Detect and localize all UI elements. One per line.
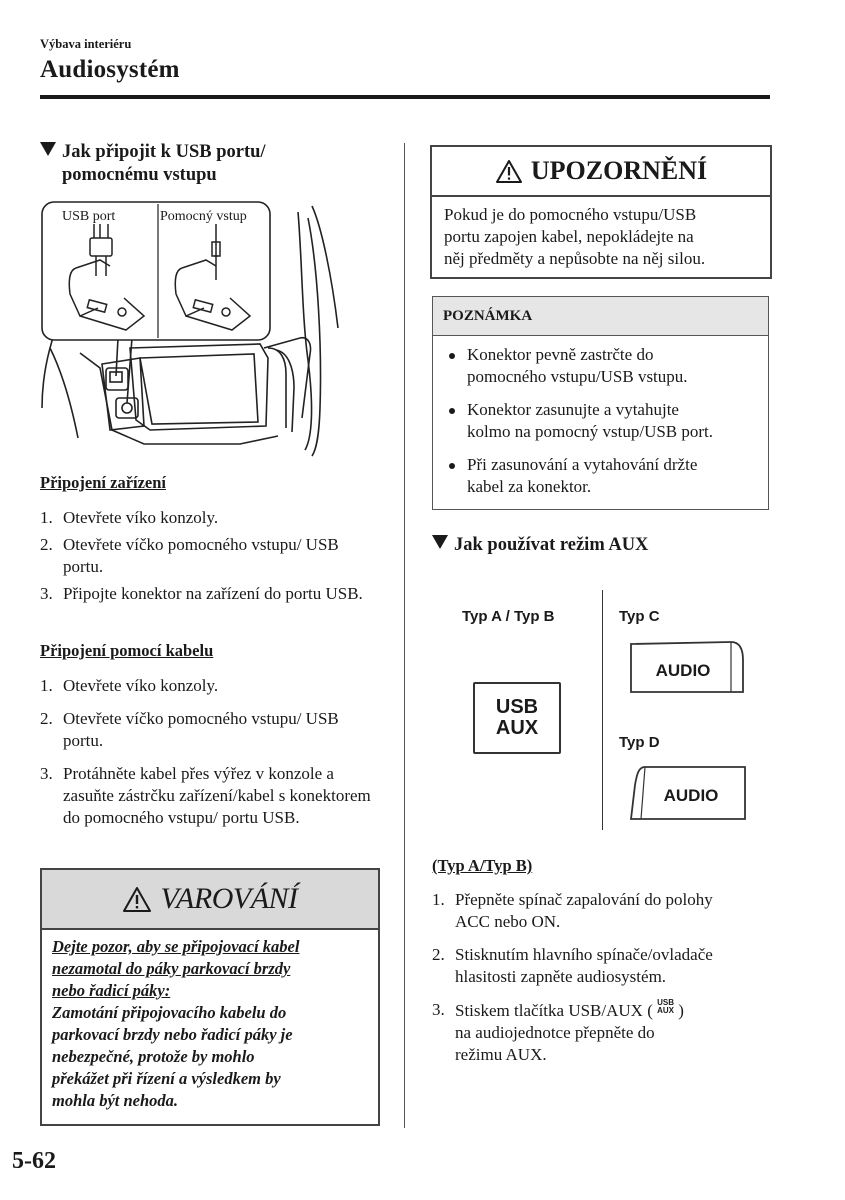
- step-text: Přepněte spínač zapalování do polohy: [455, 890, 713, 909]
- bullet-icon: [449, 463, 455, 469]
- step-number: 3.: [432, 1000, 445, 1019]
- subsection-heading: (Typ A/Typ B): [432, 856, 533, 875]
- warning-line: mohla být nehoda.: [52, 1091, 179, 1110]
- note-line: kabel za konektor.: [467, 477, 592, 496]
- caution-line: portu zapojen kabel, nepokládejte na: [444, 227, 694, 246]
- usb-aux-icon-bottom: AUX: [657, 1006, 674, 1015]
- bullet-icon: [449, 408, 455, 414]
- section-heading-aux-mode: [432, 534, 648, 557]
- step-number: 2.: [40, 709, 53, 728]
- bullet-icon: [449, 353, 455, 359]
- warning-line: Zamotání připojovacího kabelu do: [52, 1003, 287, 1022]
- steps-list: [432, 889, 772, 1066]
- note-list: [433, 336, 768, 498]
- step-text: Připojte konektor na zařízení do portu USB.: [63, 584, 363, 603]
- audio-button-label: AUDIO: [655, 661, 711, 680]
- step-text: Otevřete víčko pomocného vstupu/ USB portu.: [63, 709, 339, 750]
- step-text: ACC nebo ON.: [455, 912, 561, 931]
- triangle-marker-icon: [40, 142, 56, 156]
- usb-port-label: USB port: [62, 209, 116, 224]
- audio-button-type-d: [627, 763, 749, 823]
- step-number: 1.: [40, 676, 53, 695]
- section-heading-line: Jak připojit k USB portu/: [62, 142, 266, 162]
- note-line: pomocného vstupu/USB vstupu.: [467, 367, 688, 386]
- note-box: [432, 296, 769, 510]
- section-heading-usb-connect: [40, 141, 266, 187]
- list-item: [40, 763, 383, 829]
- warning-title: VAROVÁNÍ: [160, 882, 298, 915]
- subsection-heading: Připojení pomocí kabelu: [40, 641, 214, 660]
- step-text: Otevřete víko konzoly.: [63, 676, 219, 695]
- section-heading-line: Jak používat režim AUX: [454, 535, 649, 555]
- title-rule: [40, 95, 770, 99]
- step-text: Stiskem tlačítka USB/AUX (: [455, 1001, 653, 1020]
- subsection-heading: Připojení zařízení: [40, 473, 167, 492]
- list-item: [447, 344, 760, 388]
- note-title: POZNÁMKA: [433, 297, 768, 336]
- usb-aux-button: [473, 682, 561, 754]
- warning-header: [42, 870, 378, 930]
- list-item: [447, 454, 760, 498]
- caution-title: UPOZORNĚNÍ: [530, 156, 708, 185]
- note-line: Konektor zasunujte a vytahujte: [467, 400, 679, 419]
- list-item: [432, 944, 772, 988]
- caution-line: něj předměty a nepůsobte na něj silou.: [444, 249, 706, 268]
- warning-line: překážet při řízení a výsledkem by: [52, 1069, 281, 1088]
- step-text: na audiojednotce přepněte do: [455, 1023, 655, 1042]
- steps-list: [40, 507, 380, 605]
- type-c-label: Typ C: [619, 608, 660, 625]
- list-item: [40, 583, 363, 605]
- step-text: Otevřete víko konzoly.: [63, 508, 219, 527]
- warning-underlined-line: Dejte pozor, aby se připojovací kabel: [52, 937, 300, 956]
- step-number: 2.: [432, 945, 445, 964]
- type-ab-label: Typ A / Typ B: [462, 608, 555, 625]
- list-item: [432, 999, 772, 1066]
- usb-aux-icon: [657, 999, 674, 1015]
- usb-aux-button-line: AUX: [495, 717, 539, 739]
- step-number: 3.: [40, 764, 53, 783]
- note-line: Konektor pevně zastrčte do: [467, 345, 654, 364]
- list-item: [40, 507, 380, 529]
- list-item: [40, 534, 363, 578]
- section-heading-line: pomocnému vstupu: [62, 165, 217, 185]
- list-item: [40, 675, 380, 697]
- steps-list: [40, 675, 380, 829]
- step-text: režimu AUX.: [455, 1045, 547, 1064]
- page-title: Audiosystém: [40, 56, 180, 83]
- list-item: [447, 399, 760, 443]
- column-divider: [404, 143, 405, 1128]
- warning-line: nebezpečné, protože by mohlo: [52, 1047, 255, 1066]
- audio-button-label: AUDIO: [663, 786, 719, 805]
- step-text: Protáhněte kabel přes výřez v konzole a zasuňte zástrčku zařízení/kabel s konektorem do pomocného vstupu/ portu USB.: [63, 764, 371, 827]
- warning-underlined-line: nebo řadicí páky:: [52, 981, 171, 1000]
- console-illustration: [40, 198, 340, 460]
- step-text: Stisknutím hlavního spínače/ovladače: [455, 945, 713, 964]
- warning-line: parkovací brzdy nebo řadicí páky je: [52, 1025, 293, 1044]
- usb-aux-button-line: USB: [495, 696, 539, 718]
- note-line: kolmo na pomocný vstup/USB port.: [467, 422, 714, 441]
- step-number: 2.: [40, 535, 53, 554]
- step-text: Otevřete víčko pomocného vstupu/ USB portu.: [63, 535, 339, 576]
- warning-box: [40, 868, 380, 1126]
- caution-box: [430, 145, 772, 279]
- list-item: [432, 889, 772, 933]
- caution-body: [432, 197, 770, 270]
- triangle-marker-icon: [432, 535, 448, 549]
- step-number: 1.: [432, 890, 445, 909]
- note-line: Při zasunování a vytahování držte: [467, 455, 698, 474]
- step-number: 3.: [40, 584, 53, 603]
- breadcrumb: Výbava interiéru: [40, 37, 132, 51]
- step-number: 1.: [40, 508, 53, 527]
- aux-input-label: Pomocný vstup: [160, 209, 247, 224]
- list-item: [40, 708, 363, 752]
- caution-triangle-icon: [495, 159, 523, 184]
- caution-line: Pokud je do pomocného vstupu/USB: [444, 205, 697, 224]
- warning-triangle-icon: [122, 886, 152, 913]
- figure-divider: [602, 590, 603, 830]
- step-text: hlasitosti zapněte audiosystém.: [455, 967, 667, 986]
- type-d-label: Typ D: [619, 734, 660, 751]
- step-text: ): [678, 1001, 684, 1020]
- usb-aux-icon-top: USB: [657, 998, 674, 1007]
- page-number: 5-62: [12, 1148, 56, 1174]
- warning-underlined-line: nezamotal do páky parkovací brzdy: [52, 959, 291, 978]
- caution-header: [432, 147, 770, 197]
- audio-button-type-c: [627, 638, 747, 696]
- warning-body: [42, 930, 378, 1112]
